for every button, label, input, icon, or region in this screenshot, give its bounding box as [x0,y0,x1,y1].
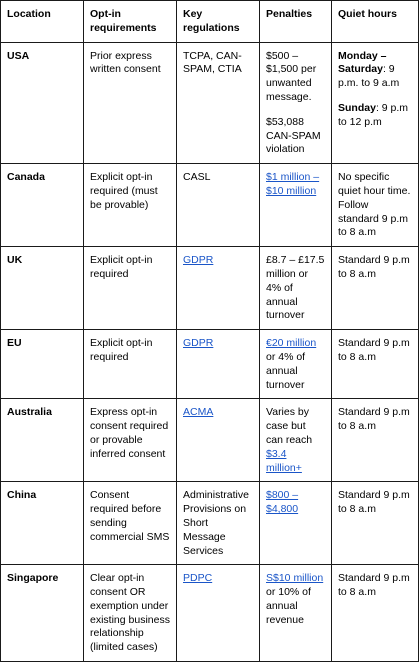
optin-cell: Clear opt-in consent OR exemption under existing business relationship (limited cases) [84,565,177,662]
quiet-hours-weekday [338,50,412,91]
location-cell: EU [1,330,84,399]
quiet-hours-cell: Standard 9 p.m to 8 a.m [332,399,419,482]
regulation-link-acma[interactable]: ACMA [183,406,214,419]
regulation-cell [177,565,260,662]
regulation-link-gdpr[interactable]: GDPR [183,254,214,267]
table-header-row [1,1,419,43]
table-row [1,330,419,399]
regulation-cell: Administrative Provisions on Short Message Services [177,482,260,565]
column-header-penalties: Penalties [260,1,332,43]
quiet-hours-day-label: Sunday [338,101,376,114]
regulation-link-gdpr[interactable]: GDPR [183,337,214,350]
quiet-hours-time: : 9 p.m to 12 p.m [338,101,409,128]
regulation-cell: CASL [177,164,260,247]
quiet-hours-cell: Standard 9 p.m to 8 a.m [332,482,419,565]
location-cell: China [1,482,84,565]
quiet-hours-cell: Standard 9 p.m to 8 a.m [332,330,419,399]
regulation-cell [177,247,260,330]
optin-cell: Prior express written consent [84,42,177,164]
penalty-link[interactable]: $800 – $4,800 [266,489,299,516]
penalty-link[interactable]: $1 million – $10 million [266,171,320,197]
penalty-link[interactable]: €20 million [266,337,317,350]
quiet-hours-day-label: Monday – Saturday [338,49,387,76]
penalty-link[interactable]: $3.4 million+ [266,447,302,474]
penalty-cell [260,482,332,565]
location-cell: Singapore [1,565,84,662]
optin-cell: Explicit opt-in required [84,330,177,399]
table-row [1,247,419,330]
column-header-quiet-hours: Quiet hours [332,1,419,43]
regulation-link-pdpc[interactable]: PDPC [183,572,213,585]
optin-cell: Explicit opt-in required [84,247,177,330]
penalty-cell [260,399,332,482]
location-cell: UK [1,247,84,330]
quiet-hours-sunday [338,102,412,130]
penalty-cell [260,565,332,662]
optin-cell: Consent required before sending commercial SMS [84,482,177,565]
regulation-cell: TCPA, CAN-SPAM, CTIA [177,42,260,164]
quiet-hours-cell: Standard 9 p.m to 8 a.m [332,247,419,330]
quiet-hours-cell [332,42,419,164]
quiet-hours-time: : 9 p.m. to 9 a.m [338,63,400,90]
location-cell: USA [1,42,84,164]
location-cell: Australia [1,399,84,482]
location-cell: Canada [1,164,84,247]
regulation-cell [177,330,260,399]
penalty-text: $500 – $1,500 per unwanted message. [266,49,317,103]
optin-cell: Explicit opt-in required (must be provable) [84,164,177,247]
quiet-hours-cell: Standard 9 p.m to 8 a.m [332,565,419,662]
penalty-text: or 10% of annual revenue [266,586,311,626]
column-header-regulations: Key regulations [177,1,260,43]
penalty-text: $53,088 CAN-SPAM violation [266,115,321,156]
optin-cell: Express opt-in consent required or provable inferred consent [84,399,177,482]
table-row [1,399,419,482]
penalty-cell [260,330,332,399]
table-row [1,482,419,565]
table-row [1,565,419,662]
column-header-location: Location [1,1,84,43]
regulation-cell [177,399,260,482]
table-row [1,42,419,164]
quiet-hours-cell: No specific quiet hour time. Follow standard 9 p.m to 8 a.m [332,164,419,247]
penalty-text: or 4% of annual turnover [266,350,306,391]
penalty-cell [260,42,332,164]
column-header-optin: Opt-in requirements [84,1,177,43]
penalty-text: Varies by case but can reach [266,406,313,446]
penalty-cell: £8.7 – £17.5 million or 4% of annual turnover [260,247,332,330]
table-row [1,164,419,247]
penalty-cell [260,164,332,247]
penalty-link[interactable]: S$10 million [266,572,324,585]
